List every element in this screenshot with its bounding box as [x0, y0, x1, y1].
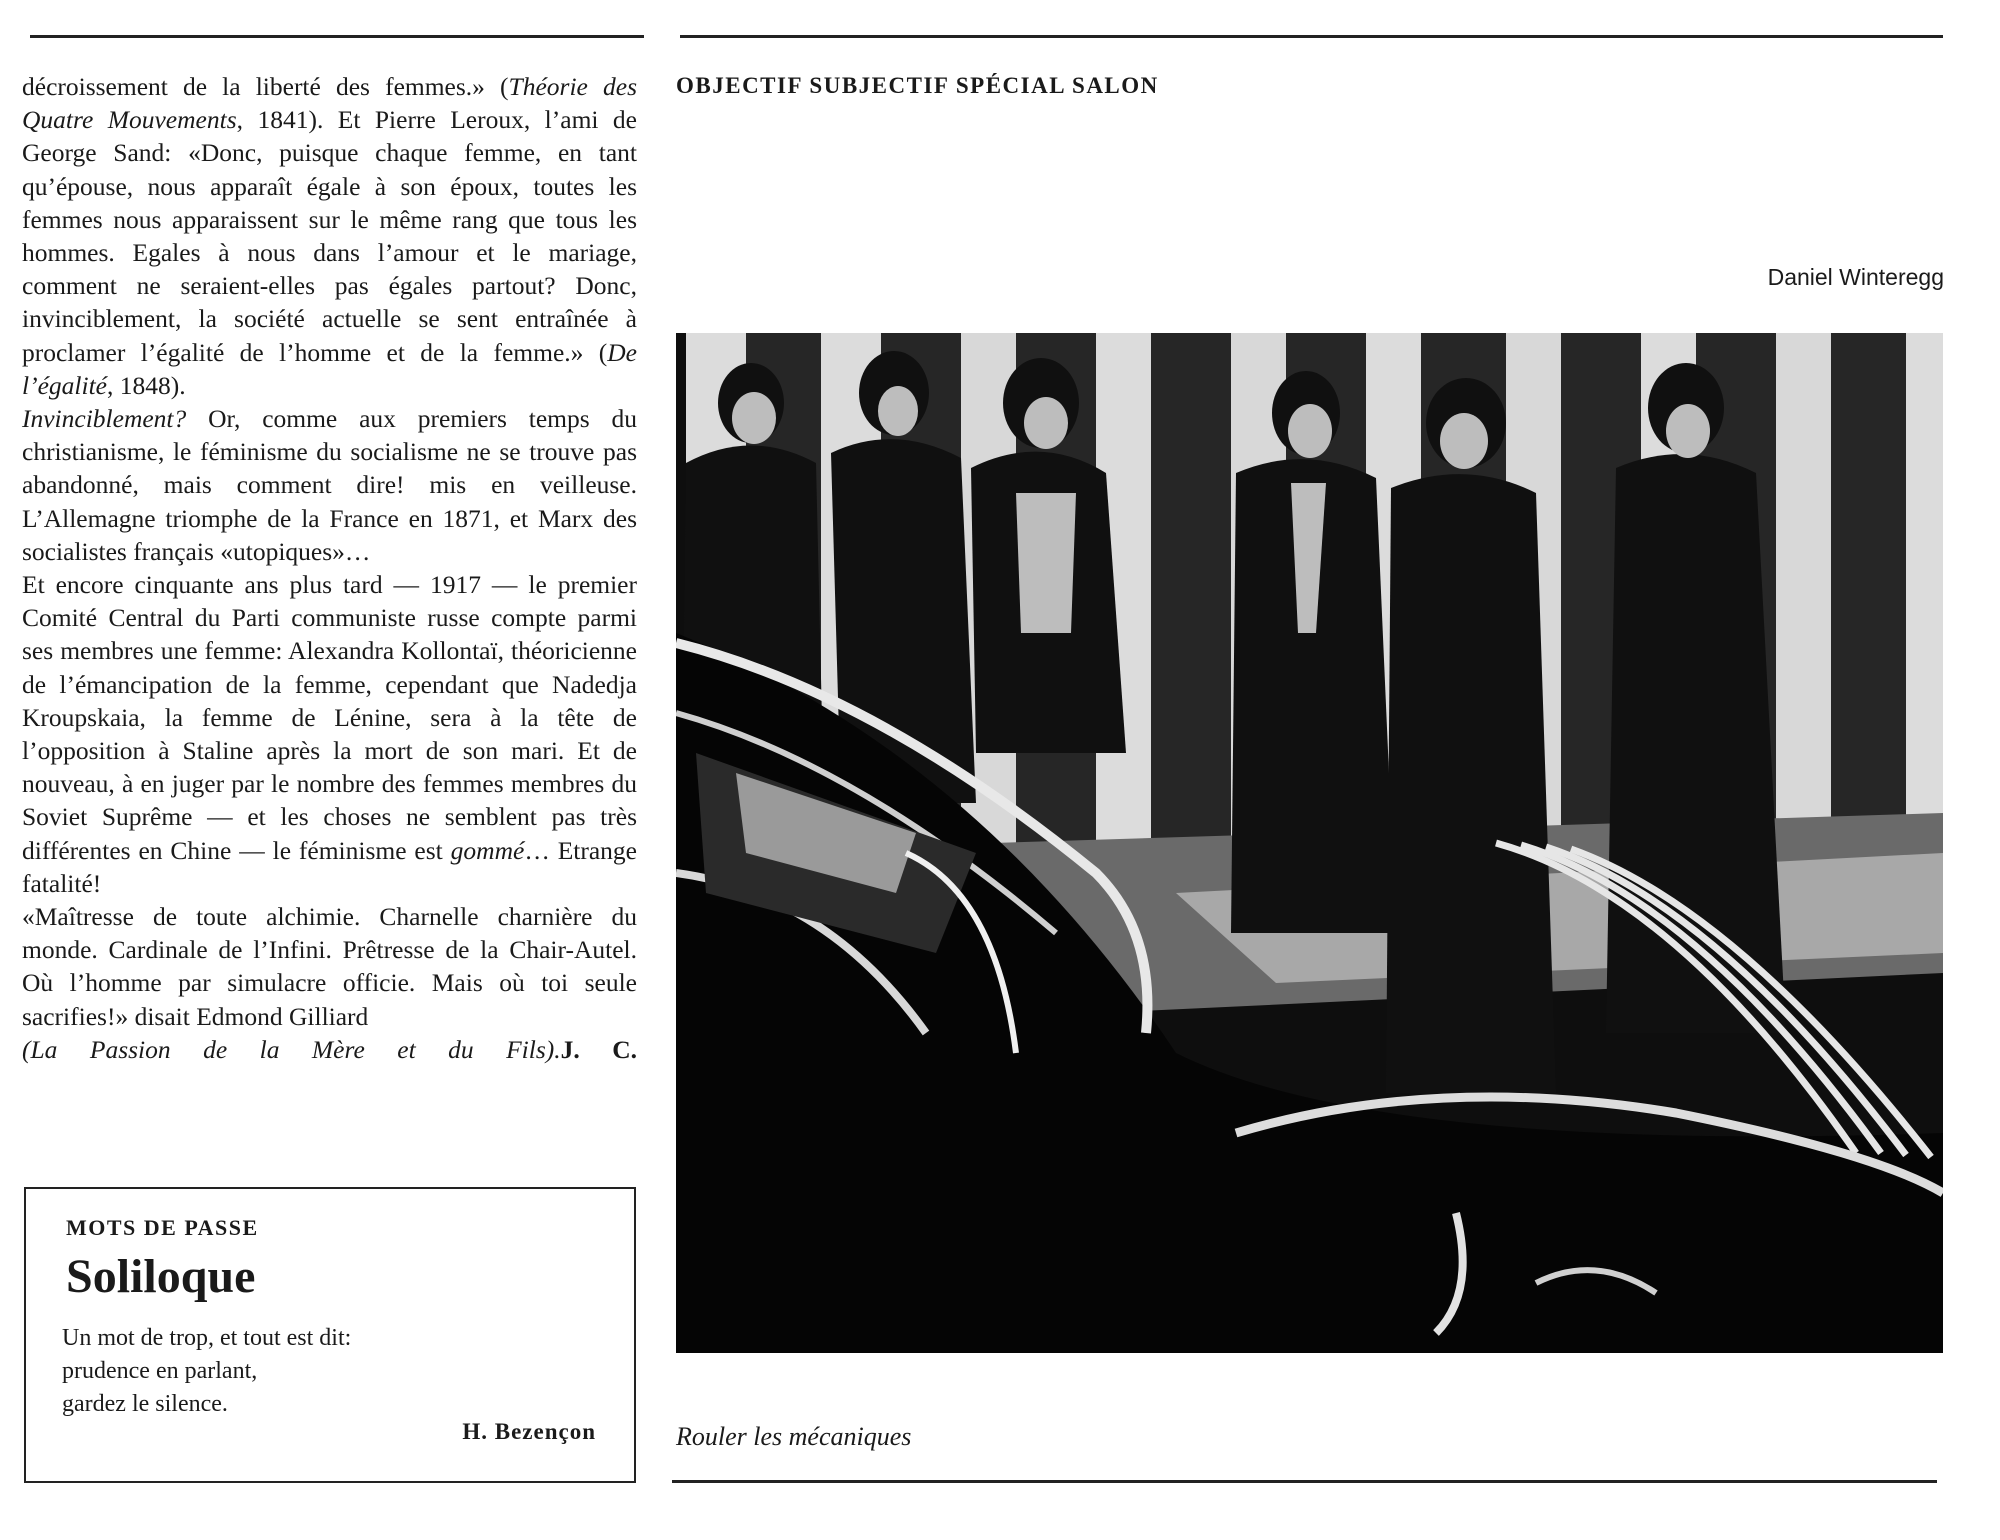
article-paragraph-3: [22, 568, 637, 900]
text-run: … Etrange fatalité!: [22, 835, 637, 898]
text-run: , 1841). Et Pierre Leroux, l’ami de George Sand: «Donc, puisque chaque femme, en tant qu’épouse, nous apparaît égale à son époux, toutes les femmes nous apparaissent sur le même rang que tous les hommes. Egales à nous dans l’amour et le mariage, comment ne seraient-elles pas égales partout? Donc, invinciblement, la société actuelle se sent entraînée à proclamer l’égalité de l’homme et de la femme.» (: [22, 105, 637, 367]
photo-caption: Rouler les mécaniques: [676, 1422, 912, 1451]
section-heading: OBJECTIF SUBJECTIF SPÉCIAL SALON: [676, 73, 1159, 98]
text-run: Et encore cinquante ans plus tard — 1917 — le premier Comité Central du Parti communiste russe compte parmi ses membres une femme: Alexandra Kollontaï, théoricienne de l’émancipation de la femme, cependant que Nadedja Kroupskaia, la femme de Lénine, sera à la tête de l’opposition à Staline après la mort de son mari. Et de nouveau, à en juger par le nombre des femmes membres du Soviet Suprême — et les choses ne semblent pas très différentes en Chine — le féminisme est: [22, 570, 637, 865]
article-paragraph-1: [22, 70, 637, 402]
article-column: [22, 70, 637, 1066]
article-signature-line: [22, 1033, 637, 1066]
box-author: H. Bezençon: [462, 1419, 596, 1444]
italic-run: gommé: [450, 835, 525, 865]
box-kicker: MOTS DE PASSE: [66, 1215, 259, 1240]
article-paragraph-2: [22, 402, 637, 568]
box-poem: [62, 1322, 351, 1421]
top-rule-right: [680, 35, 1943, 38]
mots-de-passe-box: [24, 1187, 636, 1483]
article-paragraph-4: [22, 900, 637, 1033]
poem-line: prudence en parlant,: [62, 1358, 258, 1384]
poem-line: Un mot de trop, et tout est dit:: [62, 1325, 352, 1351]
box-title: Soliloque: [66, 1250, 256, 1303]
italic-run: De l’égalité: [22, 337, 637, 400]
italic-run: (La Passion de la Mère et du Fils).: [22, 1034, 561, 1064]
italic-run: Invinciblement?: [22, 404, 187, 434]
bottom-rule-right: [672, 1480, 1937, 1483]
photo-credit: Daniel Winteregg: [1767, 264, 1944, 290]
photograph: [676, 333, 1943, 1353]
text-run: Or, comme aux premiers temps du christianisme, le féminisme du socialisme ne se trouve pas abandonné, mais comment dire! mis en veilleuse. L’Allemagne triomphe de la France en 1871, et Marx des socialistes français «utopiques»…: [22, 404, 637, 566]
bold-run: J. C.: [560, 1034, 637, 1064]
text-run: décroissement de la liberté des femmes.» (: [22, 72, 509, 101]
italic-run: Théorie des Quatre Mouvements: [22, 72, 637, 135]
text-run: «Maîtresse de toute alchimie. Charnelle charnière du monde. Cardinale de l’Infini. Prêtresse de la Chair-Autel. Où l’homme par simulacre officie. Mais où toi seule sacrifies!» disait Edmond Gilliard: [22, 902, 637, 1031]
text-run: , 1848).: [106, 370, 186, 400]
top-rule-left: [30, 35, 644, 38]
poem-line: gardez le silence.: [62, 1391, 228, 1417]
